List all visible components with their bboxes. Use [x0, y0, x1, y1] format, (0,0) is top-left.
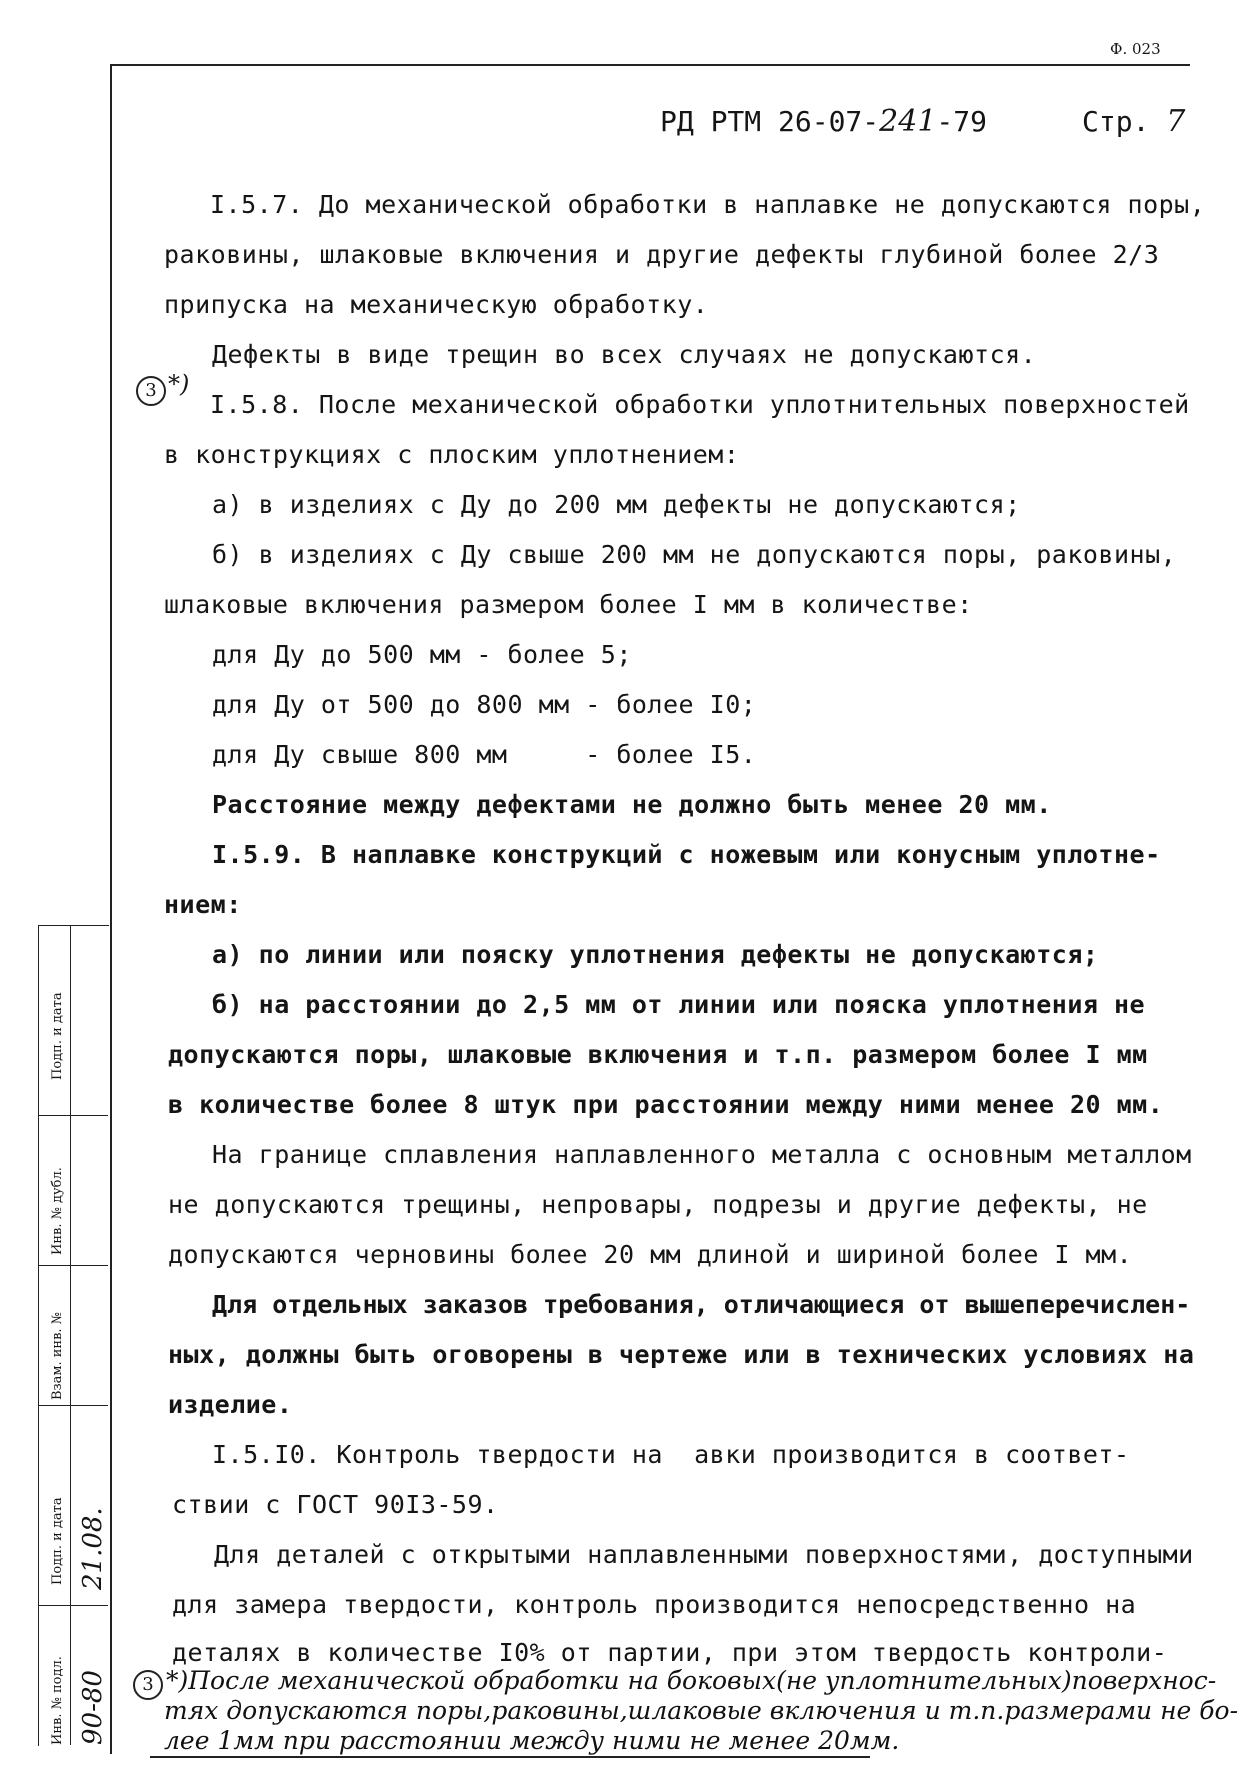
footnote-line: лее 1мм при расстоянии между ними не менее 20мм.	[164, 1726, 900, 1755]
text-line: в количестве более 8 штук при расстоянии между ними менее 20 мм.	[168, 1090, 1164, 1119]
text-line: для замера твердости, контроль производится непосредственно на	[172, 1590, 1137, 1619]
text-line: не допускаются трещины, непровары, подрезы и другие дефекты, не	[168, 1190, 1148, 1219]
frame-left-border	[110, 64, 112, 1754]
text-line: нием:	[164, 890, 242, 919]
text-line: Дефекты в виде трещин во всех случаях не допускаются.	[212, 340, 1037, 369]
form-code: Ф. 023	[1110, 40, 1161, 58]
footnote-line: *)После механической обработки на боковых(не уплотнительных)поверхнос-	[166, 1666, 1217, 1695]
revision-circle-mark: 3	[136, 376, 166, 406]
doc-prefix: РД РТМ 26-07-	[660, 105, 880, 138]
text-line: На границе сплавления наплавленного металла с основным металлом	[212, 1140, 1192, 1169]
text-line: шлаковые включения размером более I мм в количестве:	[164, 590, 973, 619]
margin-label-replace-inv: Взам. инв. №	[50, 1312, 65, 1400]
text-line: б) на расстоянии до 2,5 мм от линии или пояска уплотнения не	[212, 990, 1146, 1019]
text-line: Для отдельных заказов требования, отличающиеся от вышеперечислен-	[212, 1290, 1191, 1319]
margin-stamp-frame	[38, 925, 109, 1746]
margin-label-orig-inv: Инв. № подл.	[50, 1656, 65, 1745]
text-line: припуска на механическую обработку.	[164, 290, 709, 319]
margin-label-dup-inv: Инв. № дубл.	[50, 1167, 65, 1255]
margin-row-separator	[38, 1405, 108, 1406]
text-line: ствии с ГОСТ 90I3-59.	[172, 1490, 499, 1519]
text-line: для Ду от 500 до 800 мм - более I0;	[212, 690, 757, 719]
text-line: для Ду до 500 мм - более 5;	[212, 640, 632, 669]
text-line: для Ду свыше 800 мм - более I5.	[212, 740, 757, 769]
doc-number-handwritten: 241	[879, 104, 937, 139]
document-designation	[660, 104, 987, 139]
page-number	[1082, 104, 1185, 139]
text-line: а) в изделиях с Ду до 200 мм дефекты не допускаются;	[212, 490, 1021, 519]
margin-row-separator	[38, 1605, 108, 1606]
page-label: Стр.	[1082, 105, 1150, 138]
margin-divider	[70, 925, 71, 1745]
page-number-handwritten: 7	[1166, 104, 1186, 139]
text-line: I.5.8. После механической обработки уплотнительных поверхностей	[210, 390, 1190, 419]
frame-top-border	[110, 64, 1190, 66]
text-line: б) в изделиях с Ду свыше 200 мм не допускаются поры, раковины,	[212, 540, 1177, 569]
text-line: Расстояние между дефектами не должно быть менее 20 мм.	[212, 790, 1052, 819]
text-line: а) по линии или пояску уплотнения дефекты не допускаются;	[212, 940, 1099, 969]
text-line: деталях в количестве I0% от партии, при этом твердость контроли-	[172, 1638, 1168, 1667]
footnote-line: тях допускаются поры,раковины,шлаковые включения и т.п.размерами не бо-	[164, 1696, 1239, 1725]
margin-row-separator	[38, 1265, 108, 1266]
margin-signature-date: 21.08.	[78, 1507, 108, 1590]
text-line: Для деталей с открытыми наплавленными поверхностями, доступными	[214, 1540, 1194, 1569]
footnote-underline	[150, 1756, 870, 1758]
margin-row-separator	[38, 1115, 108, 1116]
text-line: раковины, шлаковые включения и другие дефекты глубиной более 2/3	[164, 240, 1160, 269]
text-line: I.5.I0. Контроль твердости на авки производится в соответ-	[212, 1440, 1130, 1469]
footnote-reference-mark: *)	[168, 370, 190, 398]
text-line: допускаются черновины более 20 мм длиной и шириной более I мм.	[168, 1240, 1133, 1269]
footnote-circle-mark: 3	[133, 1670, 163, 1700]
margin-label-sign-date: Подп. и дата	[50, 992, 65, 1080]
text-line: изделие.	[168, 1390, 293, 1419]
text-line: допускаются поры, шлаковые включения и т.п. размером более I мм	[168, 1040, 1148, 1069]
text-line: ных, должны быть оговорены в чертеже или в технических условиях на	[168, 1340, 1195, 1369]
margin-label-sign-date-2: Подп. и дата	[50, 1497, 65, 1585]
doc-suffix: -79	[936, 105, 987, 138]
margin-inv-number: 90-80	[78, 1670, 108, 1745]
text-line: в конструкциях с плоским уплотнением:	[164, 440, 740, 469]
text-line: I.5.7. До механической обработки в наплавке не допускаются поры,	[210, 190, 1206, 219]
text-line: I.5.9. В наплавке конструкций с ножевым или конусным уплотне-	[212, 840, 1161, 869]
